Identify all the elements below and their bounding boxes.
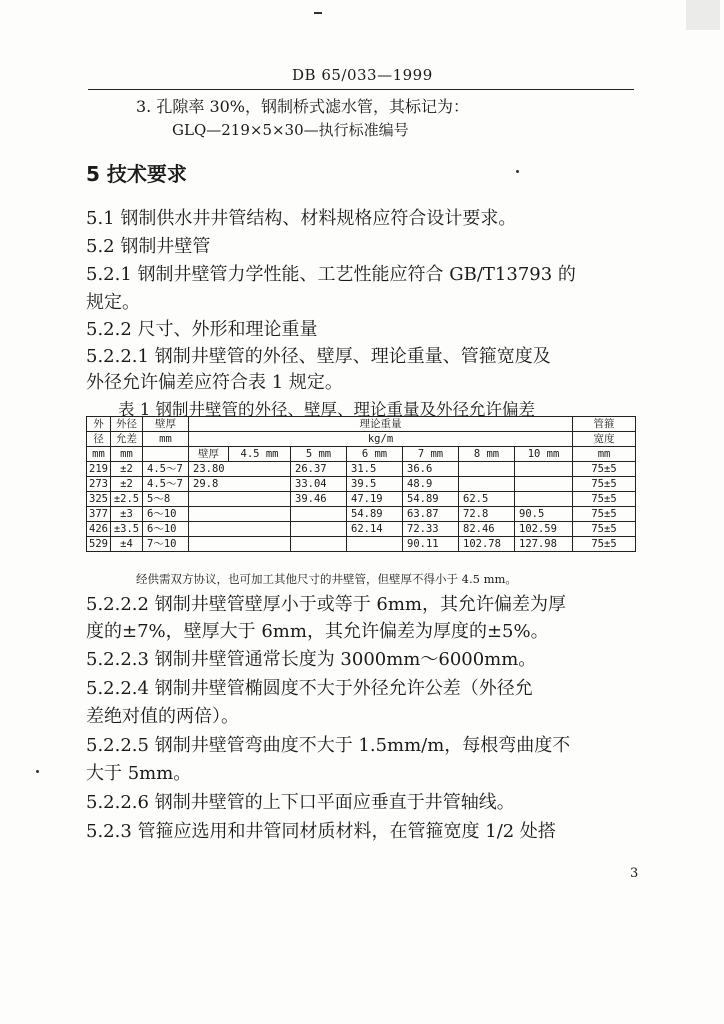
cell-w45: 23.80 xyxy=(189,462,291,477)
cell-od: 219 xyxy=(87,462,111,477)
para-5-2-2-4-line2: 差绝对值的两倍）。 xyxy=(86,706,239,727)
table-row xyxy=(87,462,636,477)
table-row xyxy=(87,477,636,492)
cell-w6: 54.89 xyxy=(347,507,403,522)
para-5-2-2: 5.2.2 尺寸、外形和理论重量 xyxy=(86,319,318,340)
cell-w7: 36.6 xyxy=(403,462,459,477)
cell-od: 377 xyxy=(87,507,111,522)
cell-w45 xyxy=(189,492,291,507)
th-tol-unit: mm xyxy=(111,447,143,462)
cell-w7: 48.9 xyxy=(403,477,459,492)
th-blank xyxy=(143,447,189,462)
cell-wall: 5～8 xyxy=(143,492,189,507)
para-5-2-1-line2: 规定。 xyxy=(86,292,140,313)
th-wall-col-45: 4.5 mm xyxy=(229,447,291,462)
cell-w5 xyxy=(291,537,347,552)
scan-speck xyxy=(516,170,519,173)
cell-wall: 6～10 xyxy=(143,507,189,522)
th-outer-2: 径 xyxy=(87,432,111,447)
cell-w45 xyxy=(189,537,291,552)
cell-tol: ±3 xyxy=(111,507,143,522)
scan-smudge xyxy=(686,0,720,30)
table-row xyxy=(87,507,636,522)
th-collar-unit: mm xyxy=(573,447,636,462)
cell-od: 426 xyxy=(87,522,111,537)
cell-w8: 62.5 xyxy=(459,492,515,507)
para-5-2-2-4-line1: 5.2.2.4 钢制井壁管椭圆度不大于外径允许公差（外径允 xyxy=(86,678,533,699)
cell-w5 xyxy=(291,522,347,537)
th-wall-col-5: 5 mm xyxy=(291,447,347,462)
para-5-2-2-2-line1: 5.2.2.2 钢制井壁管壁厚小于或等于 6mm，其允许偏差为厚 xyxy=(86,594,567,615)
th-wall-col-6: 6 mm xyxy=(347,447,403,462)
th-outer: 外 xyxy=(87,417,111,432)
cell-w8 xyxy=(459,462,515,477)
table-caption: 表 1 钢制井壁管的外径、壁厚、理论重量及外径允许偏差 xyxy=(118,400,535,419)
cell-wall: 6～10 xyxy=(143,522,189,537)
th-tol: 外径 xyxy=(111,417,143,432)
para-5-2-3: 5.2.3 管箍应选用和井管同材质材料，在管箍宽度 1/2 处搭 xyxy=(86,821,556,842)
para-5-2-2-2-line2: 度的±7%，壁厚大于 6mm，其允许偏差为厚度的±5%。 xyxy=(86,621,549,642)
para-5-2-2-5-line1: 5.2.2.5 钢制井壁管弯曲度不大于 1.5mm/m，每根弯曲度不 xyxy=(86,735,571,756)
th-weight: 理论重量 xyxy=(189,417,573,432)
th-wall-col-10: 10 mm xyxy=(515,447,573,462)
cell-collar: 75±5 xyxy=(573,522,636,537)
table-body xyxy=(87,462,636,552)
cell-w5: 26.37 xyxy=(291,462,347,477)
cell-w10: 90.5 xyxy=(515,507,573,522)
para-5-2-2-1-line1: 5.2.2.1 钢制井壁管的外径、壁厚、理论重量、管箍宽度及 xyxy=(86,346,551,367)
th-weight-unit: kg/m xyxy=(189,432,573,447)
cell-w7: 72.33 xyxy=(403,522,459,537)
cell-tol: ±2.5 xyxy=(111,492,143,507)
table-row xyxy=(87,522,636,537)
th-collar-2: 宽度 xyxy=(573,432,636,447)
item-3-line-1: 3. 孔隙率 30%，钢制桥式滤水管，其标记为： xyxy=(136,97,470,116)
table-header-row-1 xyxy=(87,417,636,432)
scan-speck xyxy=(36,770,39,773)
table-row xyxy=(87,492,636,507)
cell-w6: 47.19 xyxy=(347,492,403,507)
cell-tol: ±2 xyxy=(111,477,143,492)
para-5-2-2-5-line2: 大于 5mm。 xyxy=(86,763,192,784)
cell-w8: 72.8 xyxy=(459,507,515,522)
cell-od: 325 xyxy=(87,492,111,507)
cell-w5: 39.46 xyxy=(291,492,347,507)
cell-w7: 90.11 xyxy=(403,537,459,552)
cell-w6 xyxy=(347,537,403,552)
cell-w8: 82.46 xyxy=(459,522,515,537)
section-title: 5 技术要求 xyxy=(86,162,187,186)
th-wall-label: 壁厚 xyxy=(189,447,229,462)
scan-mark xyxy=(314,12,322,14)
cell-w10 xyxy=(515,477,573,492)
cell-w5: 33.04 xyxy=(291,477,347,492)
table-header-row-3 xyxy=(87,447,636,462)
cell-w45 xyxy=(189,507,291,522)
cell-tol: ±2 xyxy=(111,462,143,477)
th-outer-unit: mm xyxy=(87,447,111,462)
para-5-1: 5.1 钢制供水井井管结构、材料规格应符合设计要求。 xyxy=(86,208,517,229)
cell-w10 xyxy=(515,462,573,477)
cell-w45: 29.8 xyxy=(189,477,291,492)
cell-w10: 127.98 xyxy=(515,537,573,552)
header-rule xyxy=(88,89,634,90)
cell-w5 xyxy=(291,507,347,522)
cell-collar: 75±5 xyxy=(573,537,636,552)
cell-w8 xyxy=(459,477,515,492)
th-wall-unit: mm xyxy=(143,432,189,447)
cell-w10: 102.59 xyxy=(515,522,573,537)
cell-w8: 102.78 xyxy=(459,537,515,552)
cell-od: 529 xyxy=(87,537,111,552)
cell-w6: 39.5 xyxy=(347,477,403,492)
th-wall: 壁厚 xyxy=(143,417,189,432)
cell-tol: ±3.5 xyxy=(111,522,143,537)
para-5-2: 5.2 钢制井壁管 xyxy=(86,236,211,257)
cell-wall: 4.5～7 xyxy=(143,462,189,477)
table-note: 经供需双方协议，也可加工其他尺寸的井壁管，但壁厚不得小于 4.5 mm。 xyxy=(136,572,517,586)
cell-w7: 54.89 xyxy=(403,492,459,507)
th-collar: 管箍 xyxy=(573,417,636,432)
cell-od: 273 xyxy=(87,477,111,492)
item-3-line-2: GLQ—219×5×30—执行标准编号 xyxy=(172,121,409,139)
spec-table xyxy=(86,416,636,552)
cell-w6: 62.14 xyxy=(347,522,403,537)
para-5-2-2-3: 5.2.2.3 钢制井壁管通常长度为 3000mm～6000mm。 xyxy=(86,649,537,670)
cell-collar: 75±5 xyxy=(573,492,636,507)
cell-wall: 7～10 xyxy=(143,537,189,552)
page-number: 3 xyxy=(630,866,639,881)
cell-wall: 4.5～7 xyxy=(143,477,189,492)
document-header: DB 65/033—1999 xyxy=(292,66,433,84)
cell-collar: 75±5 xyxy=(573,477,636,492)
cell-tol: ±4 xyxy=(111,537,143,552)
cell-collar: 75±5 xyxy=(573,462,636,477)
table-row xyxy=(87,537,636,552)
cell-w6: 31.5 xyxy=(347,462,403,477)
table-header-row-2 xyxy=(87,432,636,447)
cell-w10 xyxy=(515,492,573,507)
cell-w7: 63.87 xyxy=(403,507,459,522)
cell-collar: 75±5 xyxy=(573,507,636,522)
th-tol-2: 允差 xyxy=(111,432,143,447)
para-5-2-2-6: 5.2.2.6 钢制井壁管的上下口平面应垂直于井管轴线。 xyxy=(86,792,515,813)
th-wall-col-8: 8 mm xyxy=(459,447,515,462)
cell-w45 xyxy=(189,522,291,537)
para-5-2-2-1-line2: 外径允许偏差应符合表 1 规定。 xyxy=(86,372,343,393)
th-wall-col-7: 7 mm xyxy=(403,447,459,462)
para-5-2-1-line1: 5.2.1 钢制井壁管力学性能、工艺性能应符合 GB/T13793 的 xyxy=(86,264,576,285)
